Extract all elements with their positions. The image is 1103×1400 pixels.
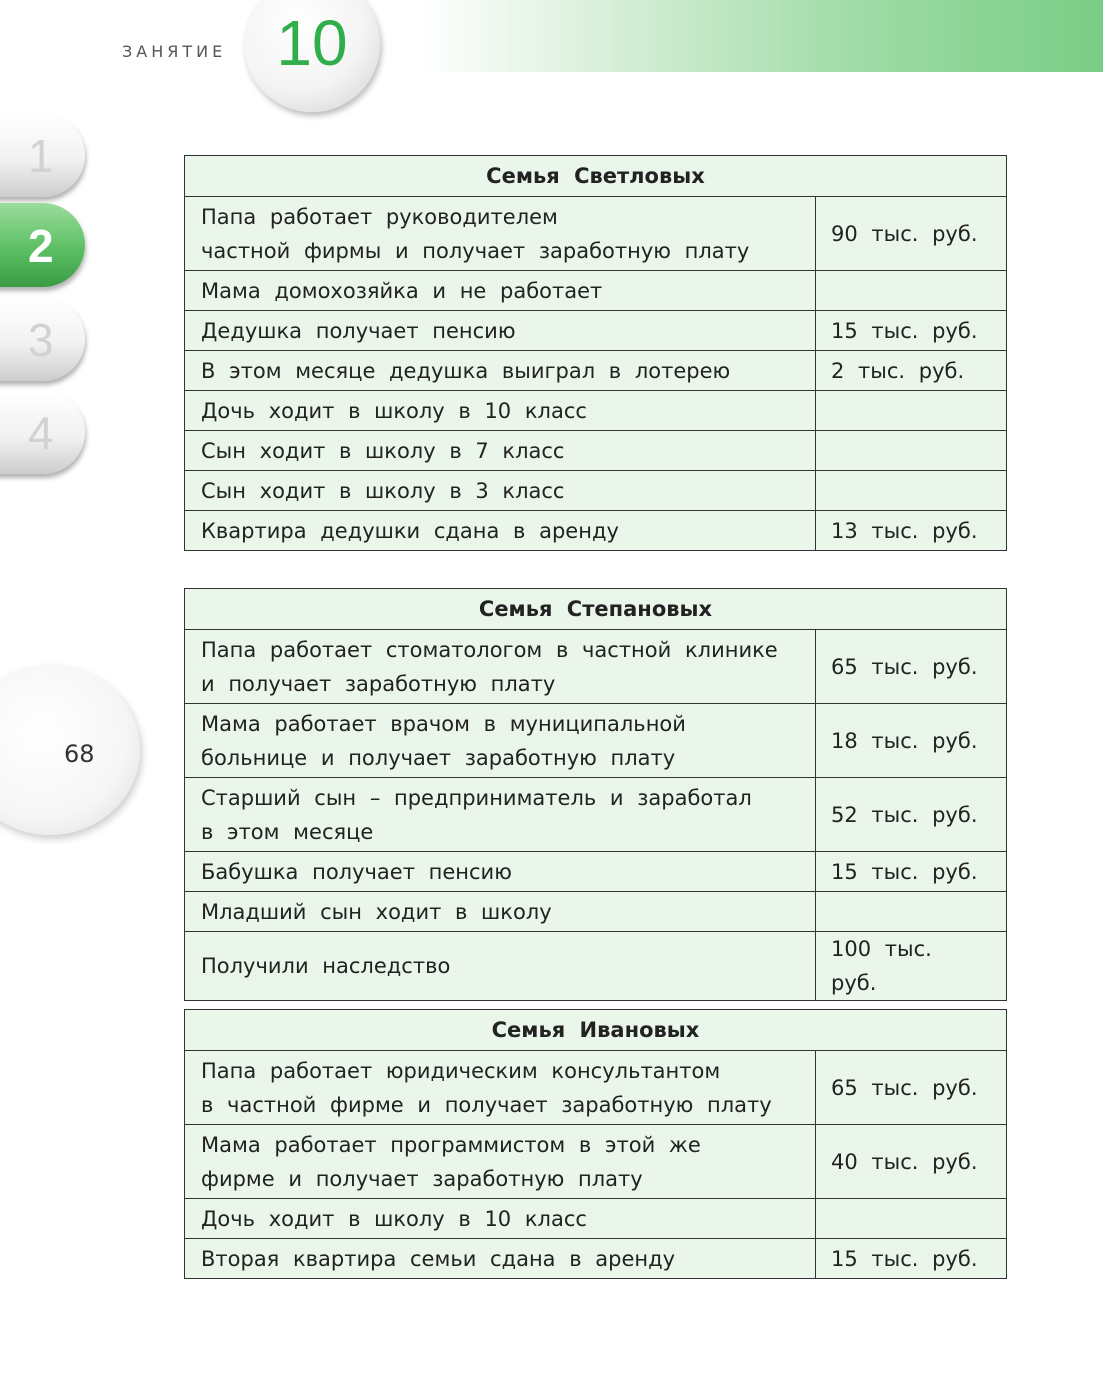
income-amount: 65 тыс. руб. [816, 1051, 1007, 1125]
income-amount [816, 431, 1007, 471]
side-tab-label: 1 [28, 130, 54, 182]
income-amount: 15 тыс. руб. [816, 852, 1007, 892]
family-table-stepanovy [184, 588, 1007, 1001]
income-description: Младший сын ходит в школу [185, 892, 816, 932]
income-description: Вторая квартира семьи сдана в аренду [185, 1239, 816, 1279]
income-description: Дочь ходит в школу в 10 класс [185, 391, 816, 431]
income-amount: 40 тыс. руб. [816, 1125, 1007, 1199]
lesson-label: ЗАНЯТИЕ [122, 42, 227, 61]
side-tab-3[interactable] [0, 297, 85, 381]
income-amount [816, 1199, 1007, 1239]
income-description: Старший сын – предприниматель и заработал в этом месяце [185, 778, 816, 852]
income-amount [816, 892, 1007, 932]
side-tab-label: 4 [28, 407, 54, 459]
income-amount: 18 тыс. руб. [816, 704, 1007, 778]
income-description: Папа работает руководителем частной фирмы и получает заработную плату [185, 197, 816, 271]
page-number: 68 [64, 740, 95, 768]
income-description: Дочь ходит в школу в 10 класс [185, 1199, 816, 1239]
income-description: Дедушка получает пенсию [185, 311, 816, 351]
income-amount: 100 тыс. руб. [816, 932, 1007, 1001]
family-title: Семья Степановых [185, 589, 1007, 630]
income-description: Папа работает стоматологом в частной клинике и получает заработную плату [185, 630, 816, 704]
income-amount [816, 271, 1007, 311]
income-description: В этом месяце дедушка выиграл в лотерею [185, 351, 816, 391]
income-amount: 2 тыс. руб. [816, 351, 1007, 391]
income-amount: 15 тыс. руб. [816, 311, 1007, 351]
income-amount [816, 471, 1007, 511]
income-description: Сын ходит в школу в 7 класс [185, 431, 816, 471]
income-amount: 52 тыс. руб. [816, 778, 1007, 852]
income-description: Мама работает врачом в муниципальной больнице и получает заработную плату [185, 704, 816, 778]
family-title: Семья Ивановых [185, 1010, 1007, 1051]
header-band [0, 0, 1103, 72]
income-description: Мама домохозяйка и не работает [185, 271, 816, 311]
income-amount: 15 тыс. руб. [816, 1239, 1007, 1279]
family-title: Семья Светловых [185, 156, 1007, 197]
income-amount: 13 тыс. руб. [816, 511, 1007, 551]
side-tab-label: 3 [28, 314, 54, 366]
lesson-number: 10 [276, 7, 348, 79]
family-table-ivanovy [184, 1009, 1007, 1279]
side-tab-1[interactable] [0, 113, 85, 197]
income-description: Получили наследство [185, 932, 816, 1001]
income-description: Сын ходит в школу в 3 класс [185, 471, 816, 511]
income-amount: 65 тыс. руб. [816, 630, 1007, 704]
income-description: Бабушка получает пенсию [185, 852, 816, 892]
income-amount [816, 391, 1007, 431]
side-tab-label: 2 [28, 220, 54, 272]
side-tab-4[interactable] [0, 390, 85, 474]
side-tab-2[interactable] [0, 203, 85, 287]
family-table-svetlovy [184, 155, 1007, 551]
income-amount: 90 тыс. руб. [816, 197, 1007, 271]
lesson-number-badge [244, 0, 380, 112]
income-description: Мама работает программистом в этой же фирме и получает заработную плату [185, 1125, 816, 1199]
income-description: Квартира дедушки сдана в аренду [185, 511, 816, 551]
income-description: Папа работает юридическим консультантом в частной фирме и получает заработную плату [185, 1051, 816, 1125]
